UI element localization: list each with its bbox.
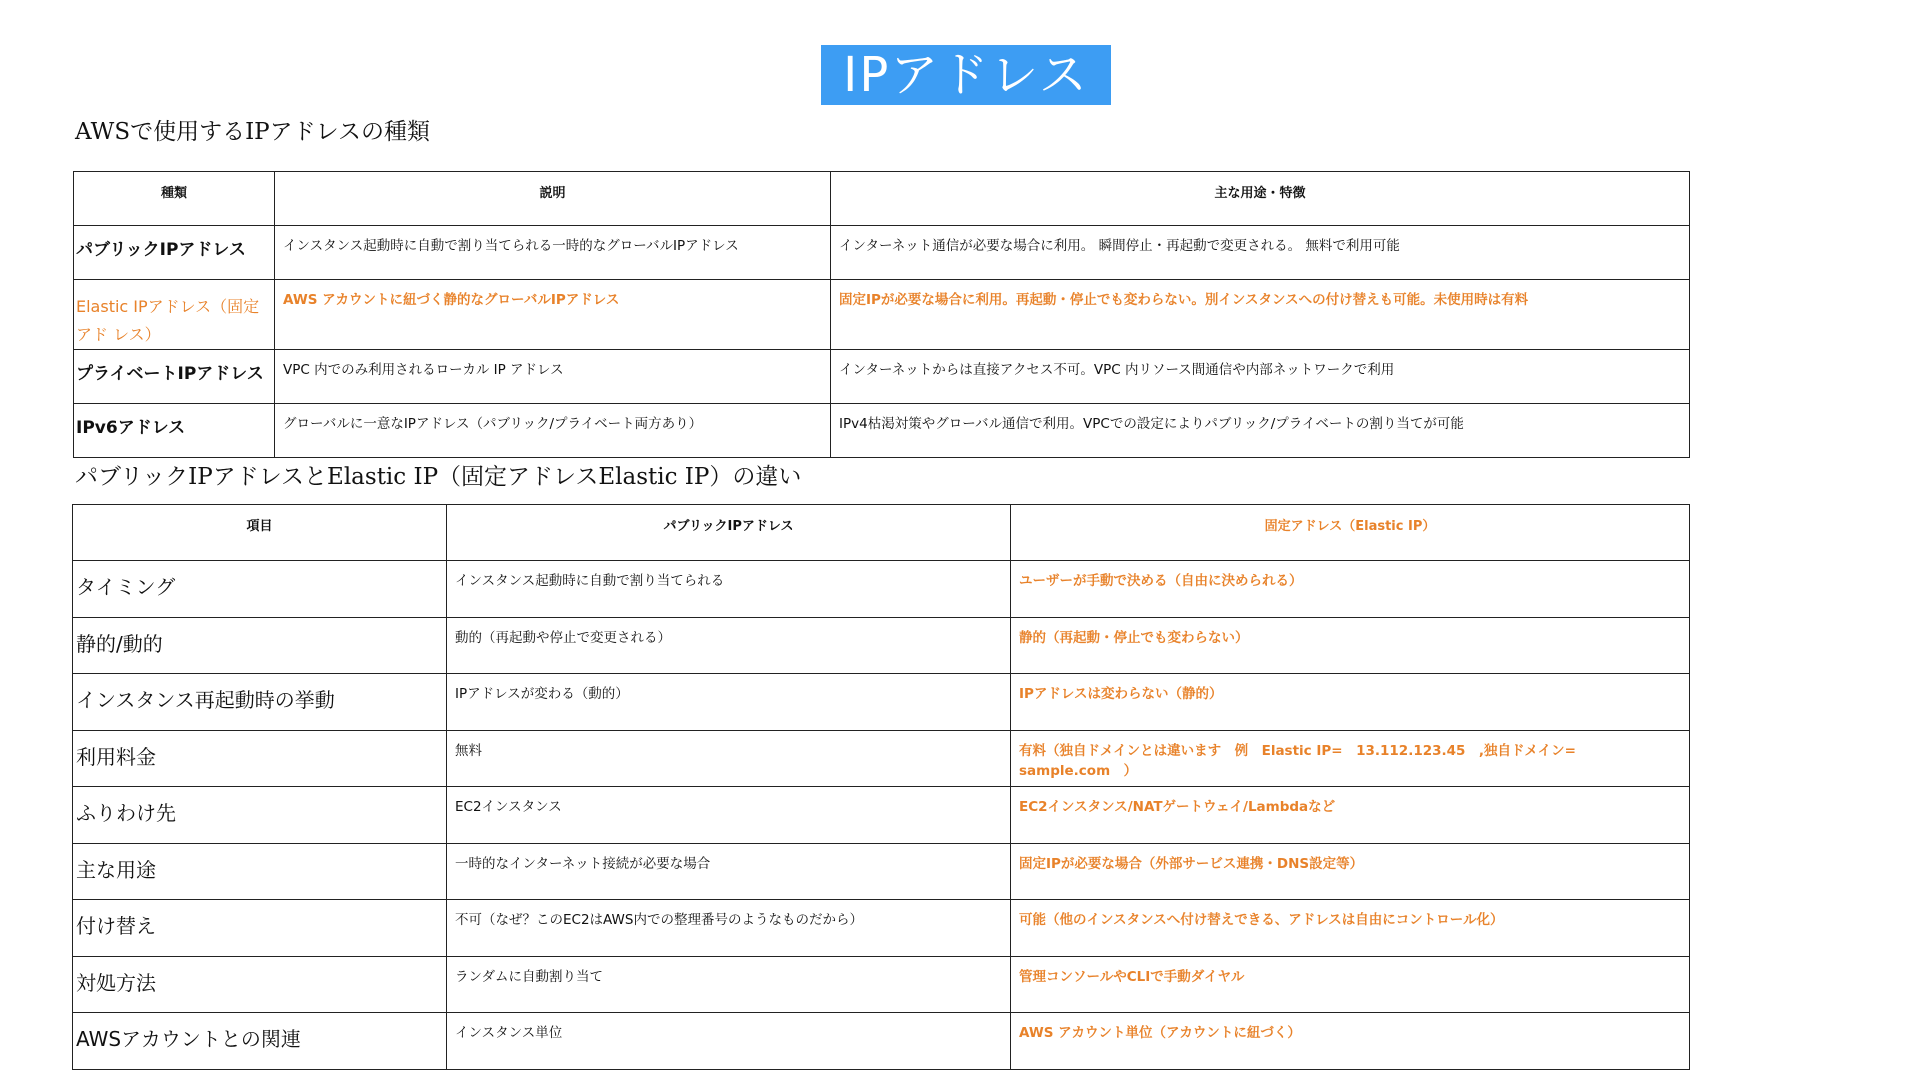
table-row — [73, 1013, 1690, 1070]
column-header-item: 項目 — [73, 505, 447, 561]
table-row — [73, 617, 1690, 674]
row-label: 付け替え — [73, 900, 447, 957]
table-row — [73, 674, 1690, 731]
section-heading-comparison: パブリックIPアドレスとElastic IP（固定アドレスElastic IP）の違い — [75, 464, 802, 490]
table-cell: 一時的なインターネット接続が必要な場合 — [447, 843, 1011, 900]
table-row — [73, 956, 1690, 1013]
table-cell: インターネット通信が必要な場合に利用。 瞬間停止・再起動で変更される。 無料で利用可能 — [831, 226, 1690, 280]
table-cell: IPアドレスは変わらない（静的） — [1011, 674, 1690, 731]
table-header-row — [73, 505, 1690, 561]
table-cell: AWS アカウント単位（アカウントに紐づく） — [1011, 1013, 1690, 1070]
table-row — [74, 226, 1690, 280]
table-row — [74, 404, 1690, 458]
table-cell: インスタンス起動時に自動で割り当てられる一時的なグローバルIPアドレス — [275, 226, 831, 280]
table-cell: インスタンス単位 — [447, 1013, 1011, 1070]
row-label: 対処方法 — [73, 956, 447, 1013]
column-header-public-ip: パブリックIPアドレス — [447, 505, 1011, 561]
table-cell: 有料（独自ドメインとは違います 例 Elastic IP= 13.112.123.45 ,独自ドメイン= sample.com ） — [1011, 730, 1690, 787]
table-cell: IPアドレスが変わる（動的） — [447, 674, 1011, 731]
column-header-type: 種類 — [74, 172, 275, 226]
table-cell: VPC 内でのみ利用されるローカル IP アドレス — [275, 350, 831, 404]
table-row — [73, 843, 1690, 900]
row-label: 利用料金 — [73, 730, 447, 787]
table-cell: 不可（なぜ？このEC2はAWS内での整理番号のようなものだから） — [447, 900, 1011, 957]
row-label: 主な用途 — [73, 843, 447, 900]
table-row — [73, 730, 1690, 787]
table-cell: EC2インスタンス/NATゲートウェイ/Lambdaなど — [1011, 787, 1690, 844]
row-label: パブリックIPアドレス — [74, 226, 275, 280]
table-header-row — [74, 172, 1690, 226]
table-row — [73, 900, 1690, 957]
table-cell: 管理コンソールやCLIで手動ダイヤル — [1011, 956, 1690, 1013]
row-label: タイミング — [73, 561, 447, 618]
table-cell: 固定IPが必要な場合に利用。再起動・停止でも変わらない。別インスタンスへの付け替えも可能。未使用時は有料 — [831, 280, 1690, 350]
column-header-description: 説明 — [275, 172, 831, 226]
table-row — [73, 561, 1690, 618]
comparison-table — [72, 504, 1690, 1070]
table-cell: グローバルに一意なIPアドレス（パブリック/プライベート両方あり） — [275, 404, 831, 458]
row-label: AWSアカウントとの関連 — [73, 1013, 447, 1070]
table-cell: 静的（再起動・停止でも変わらない） — [1011, 617, 1690, 674]
column-header-usage: 主な用途・特徴 — [831, 172, 1690, 226]
ip-types-table — [73, 171, 1690, 458]
table-cell: ユーザーが手動で決める（自由に決められる） — [1011, 561, 1690, 618]
table-cell: インスタンス起動時に自動で割り当てられる — [447, 561, 1011, 618]
table-cell: EC2インスタンス — [447, 787, 1011, 844]
page-title: IPアドレス — [821, 45, 1111, 105]
table-cell: 固定IPが必要な場合（外部サービス連携・DNS設定等） — [1011, 843, 1690, 900]
table-cell: ランダムに自動割り当て — [447, 956, 1011, 1013]
row-label: インスタンス再起動時の挙動 — [73, 674, 447, 731]
table-row — [74, 350, 1690, 404]
table-cell: インターネットからは直接アクセス不可。VPC 内リソース間通信や内部ネットワークで利用 — [831, 350, 1690, 404]
table-cell: 可能（他のインスタンスへ付け替えできる、アドレスは自由にコントロール化） — [1011, 900, 1690, 957]
table-cell: IPv4枯渇対策やグローバル通信で利用。VPCでの設定によりパブリック/プライベートの割り当てが可能 — [831, 404, 1690, 458]
table-cell: 動的（再起動や停止で変更される） — [447, 617, 1011, 674]
table-cell: AWS アカウントに紐づく静的なグローバルIPアドレス — [275, 280, 831, 350]
row-label: Elastic IPアドレス（固定アド レス） — [74, 280, 275, 350]
row-label: ふりわけ先 — [73, 787, 447, 844]
row-label: IPv6アドレス — [74, 404, 275, 458]
column-header-elastic-ip: 固定アドレス（Elastic IP） — [1011, 505, 1690, 561]
section-heading-ip-types: AWSで使用するIPアドレスの種類 — [75, 119, 430, 145]
row-label: 静的/動的 — [73, 617, 447, 674]
table-row — [73, 787, 1690, 844]
table-row-highlighted — [74, 280, 1690, 350]
row-label: プライベートIPアドレス — [74, 350, 275, 404]
table-cell: 無料 — [447, 730, 1011, 787]
